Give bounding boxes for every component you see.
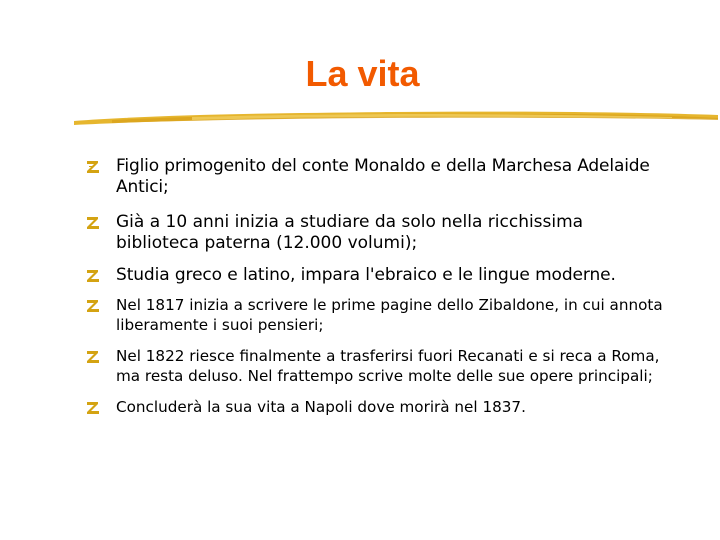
list-item <box>86 156 696 212</box>
z-dingbat-icon <box>86 268 100 284</box>
list-item <box>86 212 696 265</box>
slide-title <box>0 53 720 94</box>
bullet-text-line: Figlio primogenito del conte Monaldo e della Marchesa Adelaide <box>116 156 650 176</box>
bullet-text-line: Nel 1817 inizia a scrivere le prime pagine dello Zibaldone, in cui annota <box>116 296 663 314</box>
z-dingbat-icon <box>86 159 100 175</box>
slide-title-text: La vita <box>305 53 420 94</box>
title-underline-brush <box>72 104 720 130</box>
list-item <box>86 397 696 427</box>
z-dingbat-icon <box>86 215 100 231</box>
bullet-text-line: Nel 1822 riesce finalmente a trasferirsi fuori Recanati e si reca a Roma, <box>116 347 660 365</box>
bullet-list <box>86 156 696 427</box>
bullet-text-line: liberamente i suoi pensieri; <box>116 316 324 334</box>
bullet-text-line: ma resta deluso. Nel frattempo scrive molte delle sue opere principali; <box>116 367 653 385</box>
list-item <box>86 346 696 397</box>
z-dingbat-icon <box>86 400 100 416</box>
z-dingbat-icon <box>86 298 100 314</box>
bullet-text-line: Antici; <box>116 177 169 197</box>
list-item <box>86 265 696 295</box>
list-item <box>86 295 696 346</box>
z-dingbat-icon <box>86 349 100 365</box>
bullet-text-line: Concluderà la sua vita a Napoli dove morirà nel 1837. <box>116 398 526 416</box>
bullet-text-line: biblioteca paterna (12.000 volumi); <box>116 233 418 253</box>
bullet-text-line: Già a 10 anni inizia a studiare da solo nella ricchissima <box>116 212 584 232</box>
bullet-text-line: Studia greco e latino, impara l'ebraico e le lingue moderne. <box>116 265 616 285</box>
